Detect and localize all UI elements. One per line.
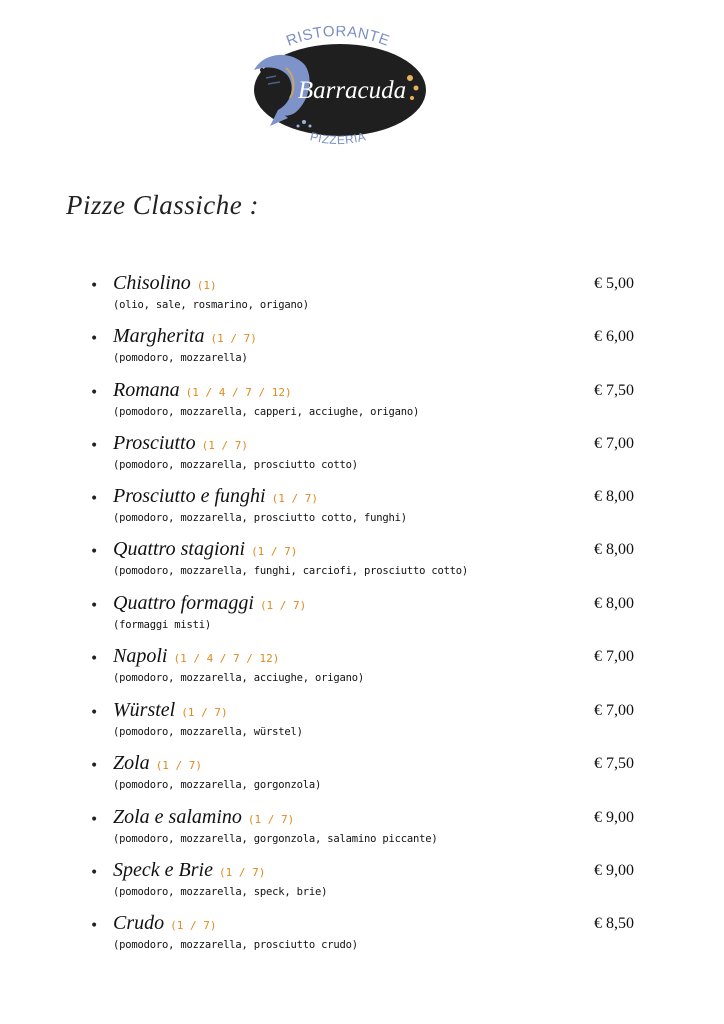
item-price: € 9,00 [594, 862, 634, 879]
item-description: (pomodoro, mozzarella) [113, 352, 248, 364]
bullet-icon: • [90, 331, 99, 347]
item-description: (pomodoro, mozzarella, gorgonzola) [113, 779, 322, 791]
bullet-icon: • [90, 438, 99, 454]
menu-item [0, 485, 724, 538]
item-description: (pomodoro, mozzarella, funghi, carciofi, prosciutto cotto) [113, 565, 469, 577]
item-price: € 8,00 [594, 541, 634, 558]
item-allergens: (1 / 7) [271, 492, 318, 505]
item-allergens: (1 / 4 / 7 / 12) [185, 386, 292, 399]
logo-name: Barracuda [297, 77, 407, 104]
bullet-icon: • [90, 758, 99, 774]
bullet-icon: • [90, 385, 99, 401]
item-allergens: (1 / 7) [201, 439, 248, 452]
item-price: € 7,50 [594, 382, 634, 399]
item-description: (pomodoro, mozzarella, acciughe, origano) [113, 672, 364, 684]
menu-item [0, 592, 724, 645]
item-name: Romana [113, 379, 180, 401]
bullet-icon: • [90, 598, 99, 614]
item-description: (pomodoro, mozzarella, capperi, acciughe, origano) [113, 406, 420, 418]
bullet-icon: • [90, 491, 99, 507]
item-allergens: (1 / 7) [251, 545, 298, 558]
bullet-icon: • [90, 651, 99, 667]
item-name: Quattro formaggi [113, 592, 254, 614]
item-description: (pomodoro, mozzarella, prosciutto crudo) [113, 939, 358, 951]
bullet-icon: • [90, 705, 99, 721]
item-allergens: (1 / 7) [155, 759, 203, 772]
item-allergens: (1 / 7) [218, 866, 266, 879]
menu-item [0, 325, 724, 378]
item-price: € 7,00 [594, 702, 634, 719]
item-allergens: (1 / 7) [210, 332, 257, 345]
item-allergens: (1 / 7) [247, 813, 295, 826]
item-price: € 6,00 [594, 328, 634, 345]
item-price: € 5,00 [594, 275, 634, 292]
menu-item [0, 645, 724, 698]
menu-item [0, 379, 724, 432]
item-name: Zola e salamino [113, 806, 242, 828]
logo-bottom-text: PIZZERIA [308, 129, 368, 148]
item-description: (formaggi misti) [113, 619, 211, 631]
item-price: € 9,00 [594, 809, 634, 826]
logo-top-text: RISTORANTE [284, 26, 392, 50]
item-price: € 7,00 [594, 648, 634, 665]
item-description: (olio, sale, rosmarino, origano) [113, 299, 309, 311]
item-price: € 7,50 [594, 755, 634, 772]
bullet-icon: • [90, 812, 99, 828]
menu-item [0, 699, 724, 752]
item-allergens: (1) [196, 279, 217, 292]
item-name: Prosciutto e funghi [113, 485, 266, 507]
item-name: Napoli [113, 645, 168, 667]
menu-item [0, 859, 724, 912]
item-description: (pomodoro, mozzarella, speck, brie) [113, 886, 328, 898]
item-description: (pomodoro, mozzarella, prosciutto cotto, funghi) [113, 512, 407, 524]
item-price: € 8,00 [594, 488, 634, 505]
bullet-icon: • [90, 278, 99, 294]
item-price: € 8,50 [594, 915, 634, 932]
menu-item [0, 432, 724, 485]
item-allergens: (1 / 4 / 7 / 12) [173, 652, 280, 665]
menu-item [0, 806, 724, 859]
item-name: Quattro stagioni [113, 538, 246, 560]
bullet-icon: • [90, 865, 99, 881]
bullet-icon: • [90, 918, 99, 934]
item-name: Margherita [113, 325, 205, 347]
section-title: Pizze Classiche : [66, 190, 259, 220]
menu-item [0, 912, 724, 965]
item-price: € 8,00 [594, 595, 634, 612]
item-name: Prosciutto [113, 432, 196, 454]
bullet-icon: • [90, 544, 99, 560]
item-description: (pomodoro, mozzarella, würstel) [113, 726, 303, 738]
item-name: Speck e Brie [113, 859, 213, 881]
item-description: (pomodoro, mozzarella, gorgonzola, salamino piccante) [113, 833, 438, 845]
item-name: Zola [113, 752, 150, 774]
item-name: Würstel [113, 699, 176, 721]
item-name: Chisolino [113, 272, 191, 294]
menu-item [0, 272, 724, 325]
item-allergens: (1 / 7) [170, 919, 217, 932]
item-name: Crudo [113, 912, 165, 934]
menu-item [0, 538, 724, 591]
item-allergens: (1 / 7) [259, 599, 307, 612]
menu-item [0, 752, 724, 805]
item-price: € 7,00 [594, 435, 634, 452]
item-description: (pomodoro, mozzarella, prosciutto cotto) [113, 459, 358, 471]
item-allergens: (1 / 7) [181, 706, 228, 719]
